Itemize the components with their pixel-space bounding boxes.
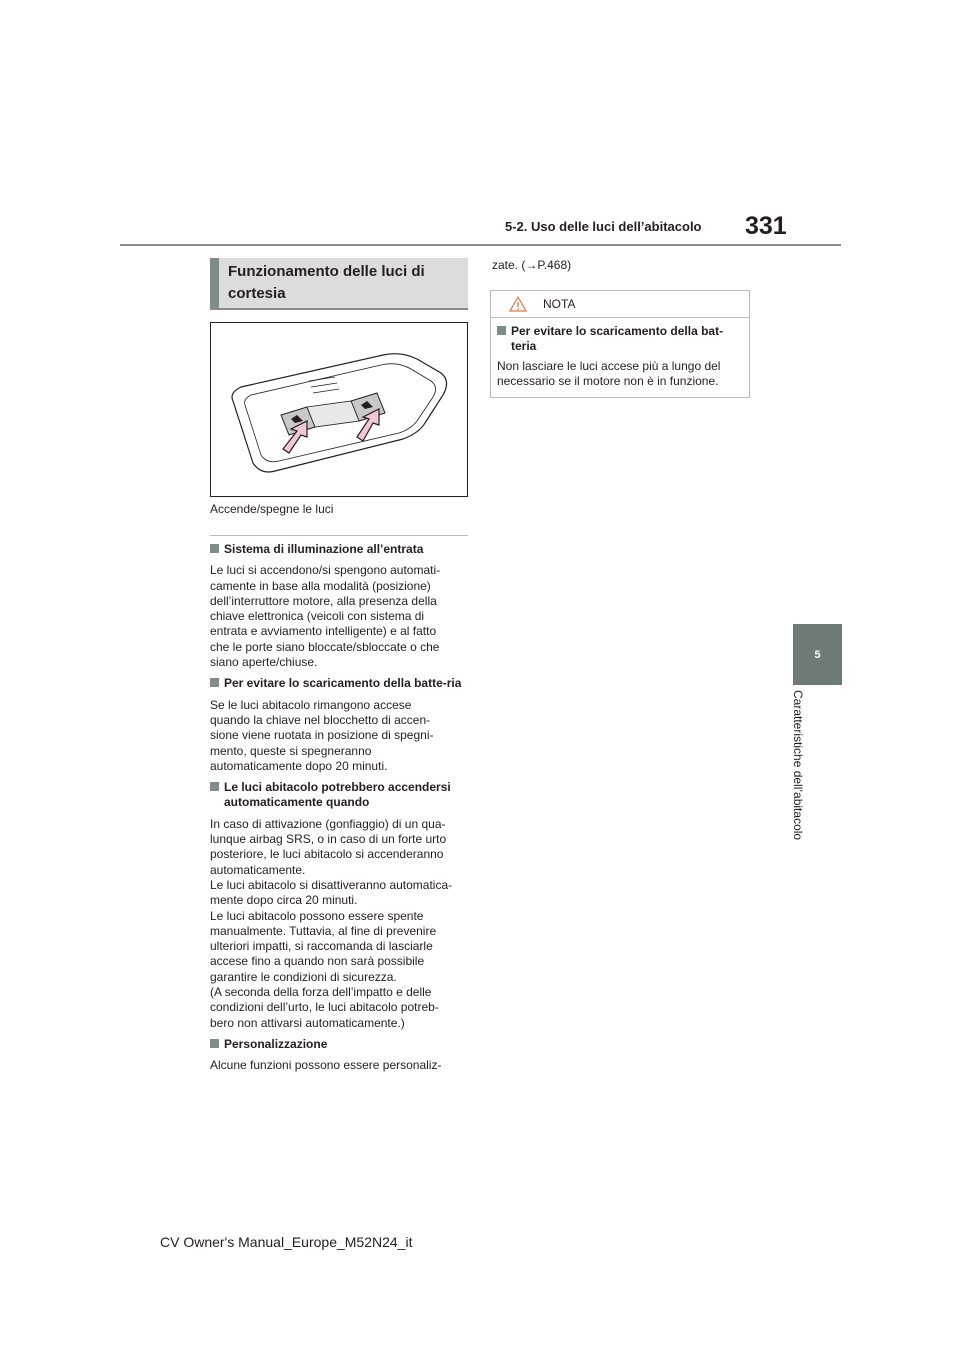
paragraph-heading: Per evitare lo scaricamento della batte-ria	[210, 676, 472, 691]
paragraph-body: In caso di attivazione (gonfiaggio) di un qua- lunque airbag SRS, o in caso di un forte urto posteriore, le luci abitacolo si accenderanno automaticamente. Le luci abitacolo si disattiveranno automatica- mente dopo circa 20 minuti. Le luci abitacolo possono essere spente manualmente. Tuttavia, al fine di prevenire ulteriori impatti, si raccomanda di lasciarle accese fino a quando non sarà possibile garantire le condizioni di sicurezza. (A seconda della forza dell’impatto e delle condizioni dell’urto, le luci abitacolo potreb- bero non attivarsi automaticamente.)	[210, 816, 453, 1030]
chapter-number: 5	[814, 648, 821, 661]
figure-caption: Accende/spegne le luci	[210, 502, 334, 516]
page-number: 331	[745, 212, 787, 240]
section-title: Funzionamento delle luci di cortesia	[228, 263, 425, 302]
paragraph-body: Alcune funzioni possono essere personaliz-	[210, 1058, 442, 1073]
note-header	[491, 291, 749, 318]
chapter-tab	[793, 624, 842, 685]
paragraph-heading: Sistema di illuminazione all’entrata	[210, 542, 472, 557]
note-box	[490, 290, 750, 398]
paragraph-heading: Personalizzazione	[210, 1037, 472, 1052]
left-column	[210, 542, 472, 1080]
paragraph-heading: Le luci abitacolo potrebbero accendersi automaticamente quando	[210, 780, 472, 811]
square-bullet-icon	[210, 1039, 219, 1048]
section-heading-bar	[210, 258, 219, 308]
overhead-console-drawing	[211, 323, 467, 496]
paragraph-body: Se le luci abitacolo rimangono accese quando la chiave nel blocchetto di accen- sione viene ruotata in posizione di spegni- mento, queste si spegneranno automaticamente dopo 20 minuti.	[210, 697, 434, 773]
note-body	[497, 324, 747, 393]
header-section-title: 5-2. Uso delle luci dell’abitacolo	[505, 219, 702, 234]
section-heading-box	[210, 258, 468, 310]
separator	[210, 535, 468, 536]
continued-text: zate. (→P.468)	[492, 258, 572, 272]
chapter-side-label	[787, 690, 807, 870]
square-bullet-icon	[210, 782, 219, 791]
note-text: Non lasciare le luci accese più a lungo del necessario se il motore non è in funzione.	[497, 358, 721, 388]
footer-manual-id: CV Owner's Manual_Europe_M52N24_it	[160, 1234, 413, 1250]
chapter-label-text: Caratteristiche dell’abitacolo	[791, 690, 805, 841]
note-heading: Per evitare lo scaricamento della bat-teria	[497, 324, 747, 355]
warning-icon	[509, 296, 527, 312]
courtesy-light-illustration	[210, 322, 468, 497]
note-title: NOTA	[543, 297, 576, 311]
square-bullet-icon	[497, 326, 506, 335]
square-bullet-icon	[210, 678, 219, 687]
paragraph-body: Le luci si accendono/si spengono automati- camente in base alla modalità (posizione) dell’interruttore motore, alla presenza della chiave elettronica (veicoli con sistema di entrata e avviamento intelligente) e al fatto che le porte siano bloccate/sbloccate o che siano aperte/chiuse.	[210, 563, 441, 670]
square-bullet-icon	[210, 544, 219, 553]
header-rule	[120, 244, 841, 246]
